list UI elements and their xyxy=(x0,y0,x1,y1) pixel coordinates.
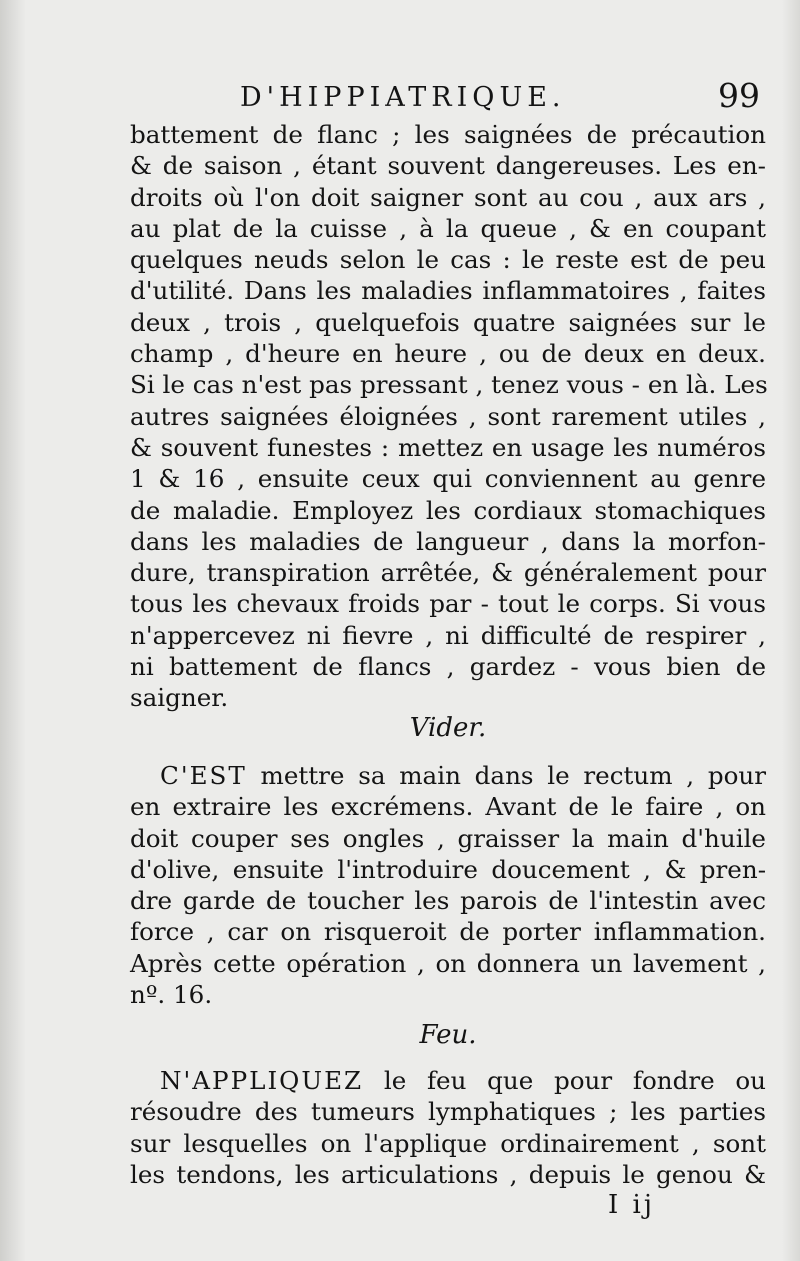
text-line-first xyxy=(130,760,766,791)
text-line: force , car on risqueroit de porter inflammation. xyxy=(130,917,766,947)
text-line: dure, transpiration arrêtée, & généralement pour xyxy=(130,558,766,588)
text-line: Après cette opération , on donnera un lavement , xyxy=(130,948,766,978)
paragraph-vider xyxy=(130,760,766,1010)
text-line: saigner. xyxy=(130,683,229,713)
page-right-shadow xyxy=(782,0,800,1261)
text-line: champ , d'heure en heure , ou de deux en deux. xyxy=(130,339,766,369)
text-line: battement de flanc ; les saignées de précaution xyxy=(130,120,766,149)
text-line: doit couper ses ongles , graisser la main d'huile xyxy=(130,823,766,853)
text-line: les tendons, les articulations , depuis le genou & xyxy=(130,1159,766,1189)
text-line: dre garde de toucher les parois de l'intestin avec xyxy=(130,886,766,916)
text-line: & souvent funestes : mettez en usage les numéros xyxy=(130,432,766,462)
lead-word: C'EST xyxy=(160,761,247,790)
text-line: n'appercevez ni fievre , ni difficulté de respirer , xyxy=(130,620,766,650)
paragraph-feu xyxy=(130,1065,766,1190)
text-line: d'utilité. Dans les maladies inflammatoires , faites xyxy=(130,276,766,306)
text-run: le feu que pour fondre ou xyxy=(363,1066,766,1095)
text-line: d'olive, ensuite l'introduire doucement , & pren- xyxy=(130,854,766,884)
text-line: nº. 16. xyxy=(130,980,213,1010)
text-line: dans les maladies de langueur , dans la morfon- xyxy=(130,526,766,556)
text-line: en extraire les excrémens. Avant de le faire , on xyxy=(130,792,766,822)
signature-mark: I ij xyxy=(608,1190,655,1220)
lead-word: N'APPLIQUEZ xyxy=(160,1066,364,1095)
text-line: Si le cas n'est pas pressant , tenez vous - en là. Les xyxy=(130,370,768,400)
section-heading-vider: Vider. xyxy=(409,713,487,743)
text-line: & de saison , étant souvent dangereuses. Les en- xyxy=(130,151,766,181)
page-left-shadow xyxy=(0,0,26,1261)
text-line: quelques neuds selon le cas : le reste est de peu xyxy=(130,245,766,275)
text-line: de maladie. Employez les cordiaux stomachiques xyxy=(130,495,766,525)
text-run: mettre sa main dans le rectum , pour xyxy=(246,761,766,790)
text-line: autres saignées éloignées , sont rarement utiles , xyxy=(130,401,766,431)
paragraph-bleeding xyxy=(130,119,766,714)
text-line: droits où l'on doit saigner sont au cou , aux ars , xyxy=(130,182,766,212)
text-line-first xyxy=(130,1065,766,1096)
running-title: D'HIPPIATRIQUE. xyxy=(240,82,566,113)
text-line: tous les chevaux froids par - tout le corps. Si vous xyxy=(130,589,766,619)
text-line: sur lesquelles on l'applique ordinairement , sont xyxy=(130,1128,766,1158)
text-line: 1 & 16 , ensuite ceux qui conviennent au genre xyxy=(130,464,766,494)
page-number: 99 xyxy=(718,76,760,115)
running-head xyxy=(130,76,766,122)
text-line: ni battement de flancs , gardez - vous bien de xyxy=(130,652,766,682)
text-line: deux , trois , quelquefois quatre saignées sur le xyxy=(130,307,766,337)
text-line: au plat de la cuisse , à la queue , & en coupant xyxy=(130,213,766,243)
text-line: résoudre des tumeurs lymphatiques ; les parties xyxy=(130,1097,766,1127)
section-heading-feu: Feu. xyxy=(419,1020,477,1050)
